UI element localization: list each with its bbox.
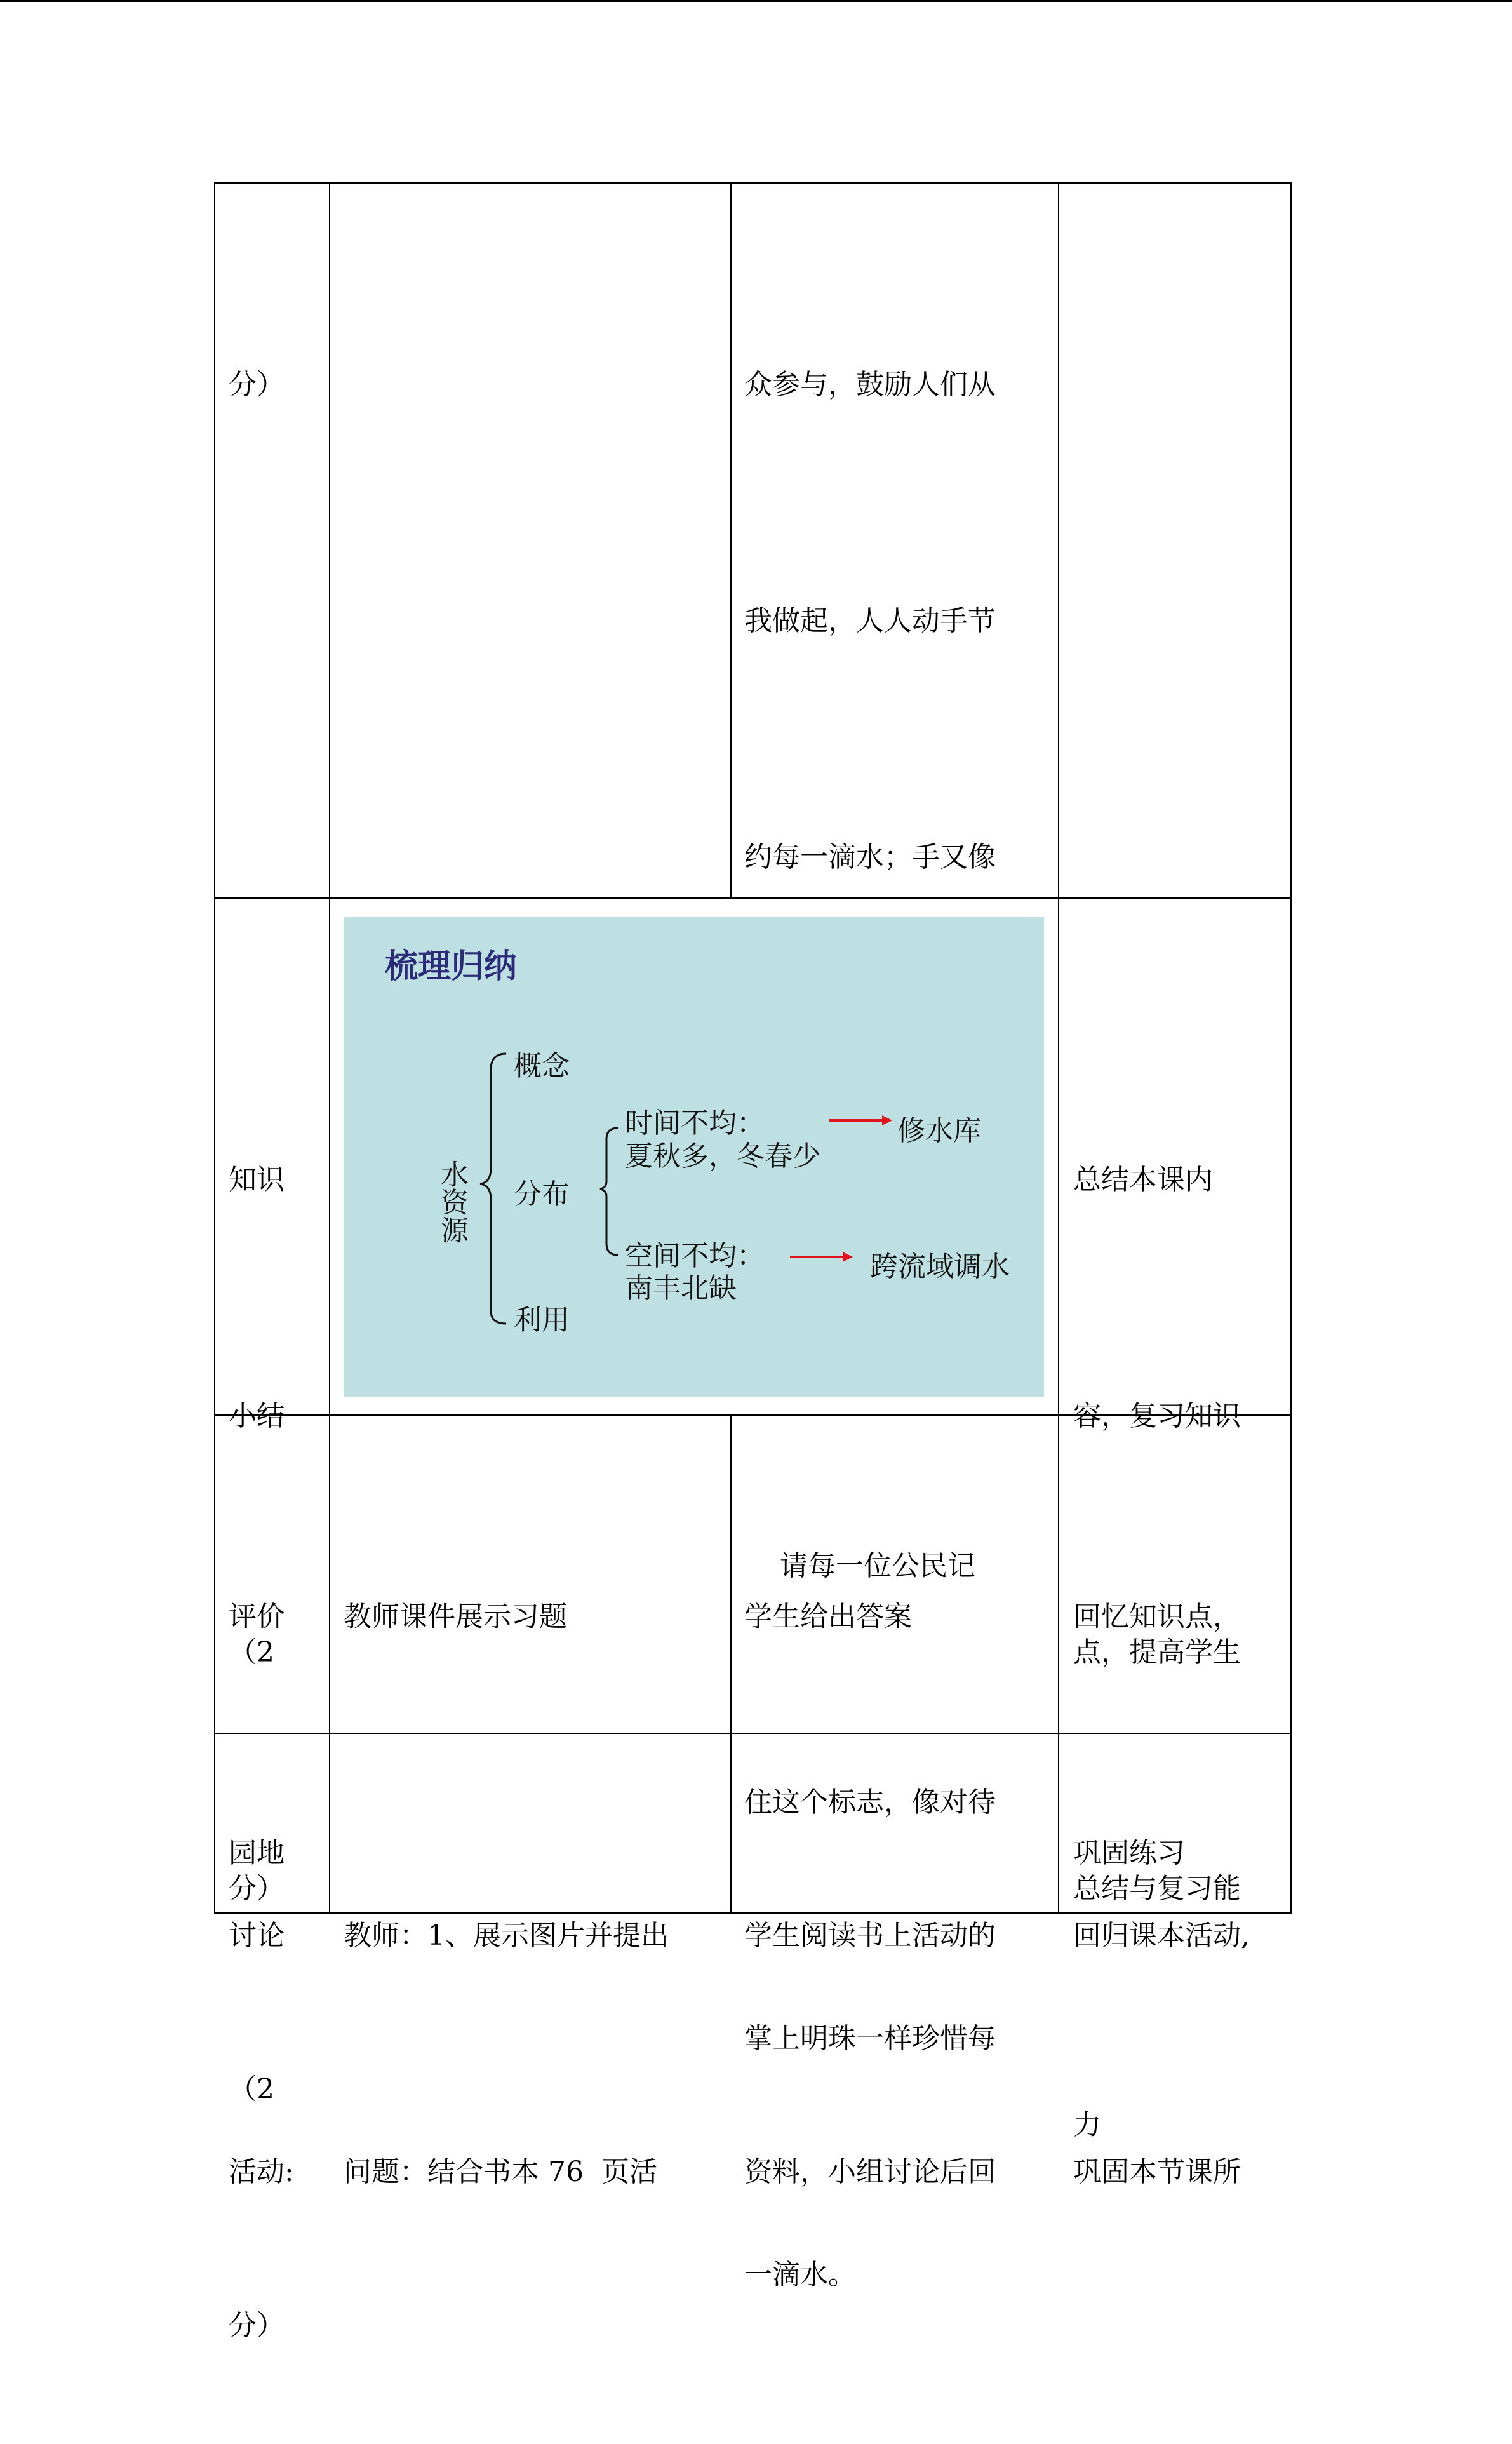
table-border-left [214, 182, 215, 1914]
space-uneven-detail: 南丰北缺 [625, 1272, 737, 1305]
cell-line: （2 [229, 1636, 274, 1668]
space-result-water-transfer: 跨流域调水 [870, 1251, 1010, 1283]
cell-line: 分） [229, 1872, 284, 1905]
table-border-right [1290, 182, 1292, 1914]
cell-line: 教师：1、展示图片并提出 [344, 1919, 669, 1952]
cell-line: 众参与，鼓励人们从 [744, 368, 996, 401]
branch-utilization: 利用 [514, 1304, 570, 1336]
knowledge-summary-graphic [344, 917, 1044, 1397]
row4-purpose-cell [1073, 1739, 1250, 2290]
col-divider-2-bottom [730, 1414, 732, 1914]
col-divider-2-top [730, 182, 732, 899]
col-divider-3 [1058, 182, 1059, 1914]
row3-teacher-cell [344, 1420, 567, 1735]
row1-stage-cell [229, 188, 284, 503]
cell-line: 知识 [229, 1164, 284, 1196]
cell-line: 问题：结合书本 76 页活 [344, 2156, 657, 2188]
cell-line: 我做起，人人动手节 [744, 605, 996, 637]
cell-line: 力 [1073, 2109, 1101, 2141]
cell-line: 评价 [229, 1601, 284, 1633]
cell-line: 巩固本节课所 [1073, 2156, 1241, 2188]
row3-student-cell [744, 1420, 912, 1735]
cell-line: （2 [229, 2073, 274, 2105]
arrow-head-time [882, 1115, 892, 1125]
cell-line: 小结 [229, 1400, 284, 1432]
branch-distribution: 分布 [514, 1178, 570, 1211]
main-brace [480, 1054, 506, 1324]
cell-line: 分） [229, 368, 284, 401]
cell-line: 学生给出答案 [744, 1601, 912, 1633]
cell-line: 住这个标志，像对待 [744, 1786, 996, 1818]
row4-student-cell [744, 1739, 996, 2290]
cell-line: 总结与复习能 [1073, 1872, 1241, 1905]
branch-concept: 概念 [514, 1050, 570, 1082]
cell-line: 分） [229, 2309, 284, 2342]
distribution-brace [600, 1128, 618, 1255]
cell-line: 约每一滴水；手又像 [744, 841, 996, 873]
col-divider-1 [329, 182, 330, 1914]
cell-line: 讨论 [229, 1919, 284, 1952]
graphic-title: 梳理归纳 [385, 948, 518, 986]
space-uneven-label: 空间不均： [625, 1240, 765, 1272]
table-border-top [214, 182, 1292, 184]
time-uneven-detail: 夏秋多，冬春少 [625, 1140, 820, 1172]
cell-line: 请每一位公民记 [744, 1550, 975, 1582]
page-top-border [0, 0, 1512, 2]
cell-line: 总结本课内 [1073, 1164, 1213, 1196]
cell-line: 点，提高学生 [1073, 1636, 1241, 1668]
cell-line: 回归课本活动, [1073, 1919, 1250, 1952]
root-label-text: 水资源 [436, 1160, 468, 1244]
cell-line: 巩固练习 [1073, 1837, 1185, 1869]
cell-line: 学生阅读书上活动的 [744, 1919, 996, 1952]
cell-line: 回忆知识点， [1073, 1601, 1241, 1633]
row4-stage-cell [229, 1739, 294, 2290]
cell-line: 容，复习知识 [1073, 1400, 1241, 1432]
cell-line: 活动: [229, 2156, 294, 2188]
time-uneven-label: 时间不均： [625, 1107, 765, 1139]
cell-line: 一滴水。 [744, 2259, 856, 2291]
cell-line: 资料，小组讨论后回 [744, 2156, 996, 2188]
time-result-reservoir: 修水库 [897, 1115, 981, 1147]
row4-teacher-cell [344, 1739, 669, 2290]
root-label-water-resources [436, 1160, 467, 1250]
cell-line: 园地 [229, 1837, 284, 1869]
cell-line: 教师课件展示习题 [344, 1601, 567, 1633]
arrow-head-space [843, 1252, 853, 1262]
cell-line: 掌上明珠一样珍惜每 [744, 2022, 996, 2055]
